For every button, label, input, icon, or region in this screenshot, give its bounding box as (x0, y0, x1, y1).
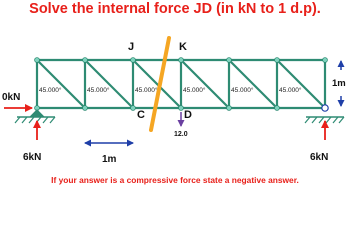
joint (83, 58, 88, 63)
left-vertical-reaction-label: 6kN (23, 152, 42, 163)
joint-d (179, 106, 184, 111)
angle-label: 45.000° (39, 87, 62, 94)
joint (227, 58, 232, 63)
height-label: 1m (332, 78, 346, 89)
diagonal-member (277, 60, 325, 108)
horizontal-reaction-label: 0kN (2, 92, 21, 103)
joint-k (179, 58, 184, 63)
diagonal-member (85, 60, 133, 108)
joint (35, 58, 40, 63)
angle-label: 45.000° (183, 87, 206, 94)
joint-j (131, 58, 136, 63)
node-label-c: C (137, 109, 145, 121)
angle-label: 45.000° (87, 87, 110, 94)
joint (227, 106, 232, 111)
node-label-k: K (179, 41, 187, 53)
right-vertical-reaction-label: 6kN (310, 152, 329, 163)
joint-c (131, 106, 136, 111)
joint (275, 58, 280, 63)
node-label-d: D (184, 109, 192, 121)
question-title: Solve the internal force JD (in kN to 1 d.p). (29, 1, 321, 17)
point-load-label: 12.0 (174, 131, 188, 138)
bay-width-label: 1m (102, 154, 117, 165)
diagonal-member (37, 60, 85, 108)
roller-joint (322, 105, 328, 111)
diagonal-member (181, 60, 229, 108)
angle-label: 45.000° (231, 87, 254, 94)
node-label-j: J (128, 41, 135, 53)
left-pin-support (15, 110, 55, 123)
truss-members (37, 60, 325, 108)
joint (275, 106, 280, 111)
joint (323, 58, 328, 63)
diagonal-member (229, 60, 277, 108)
compression-note: If your answer is a compressive force state a negative answer. (51, 175, 299, 185)
angle-label: 45.000° (135, 87, 158, 94)
joint (83, 106, 88, 111)
section-cut-line (151, 38, 169, 130)
angle-label: 45.000° (279, 87, 302, 94)
